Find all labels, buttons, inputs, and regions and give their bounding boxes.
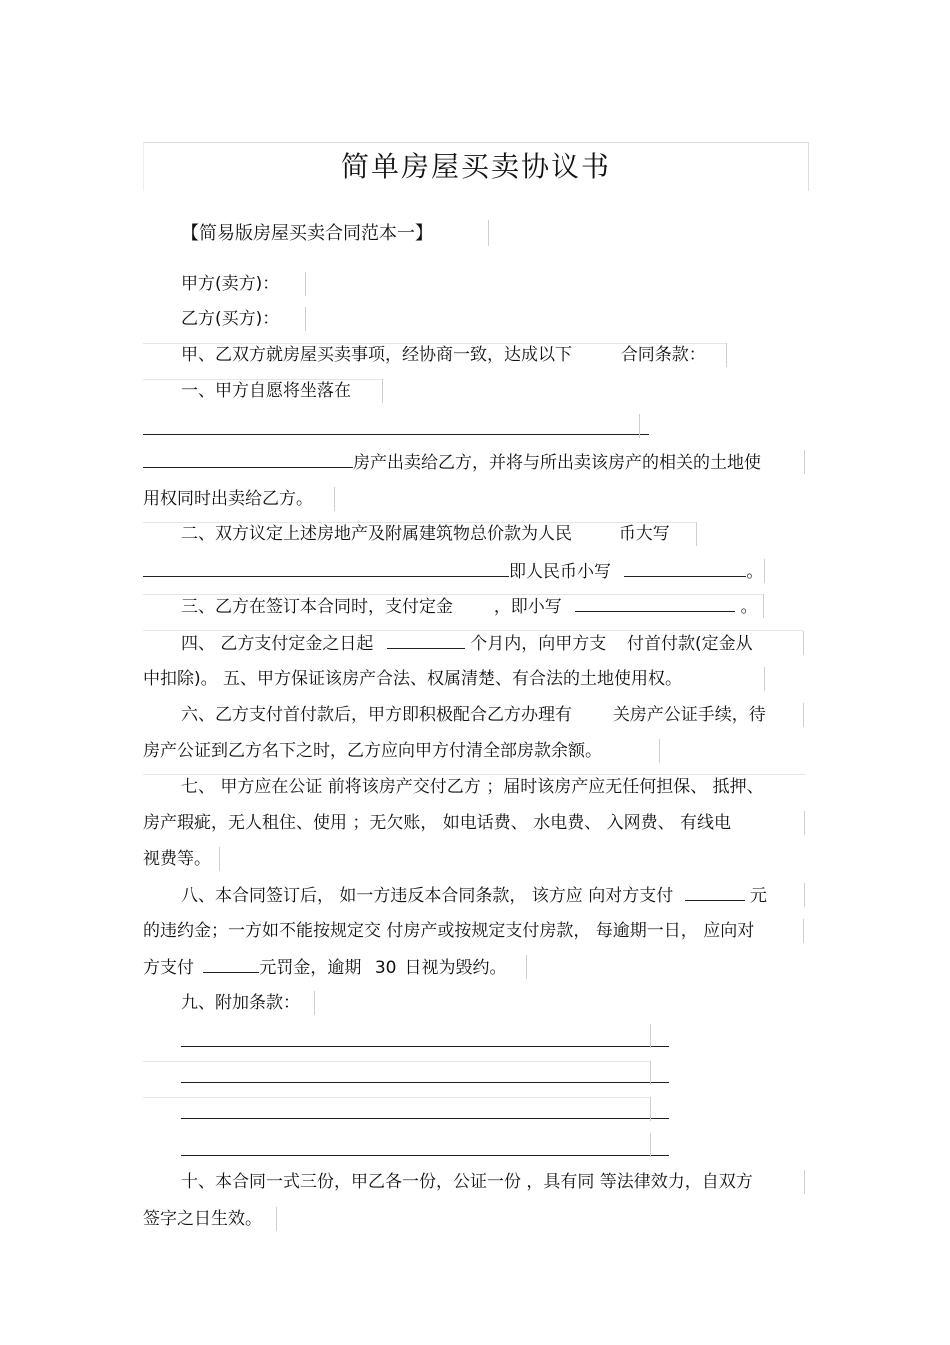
clause-text: 三、乙方在签订本合同时，支付定金 (181, 597, 453, 617)
divider (650, 1133, 651, 1157)
divider (526, 955, 527, 979)
document-title: 简单房屋买卖协议书 (143, 142, 809, 191)
clause-text: 个月内，向甲方支 (470, 634, 607, 654)
divider (219, 847, 220, 871)
clause-1-line (143, 450, 761, 475)
additional-terms-blank (181, 1118, 669, 1119)
clause-text: 日视为毁约。 (404, 958, 507, 978)
punctuation: 。 (746, 562, 764, 582)
divider (804, 883, 805, 907)
clause-4-5-line: 中扣除)。 五、甲方保证该房产合法、权属清楚、有合法的土地使用权。 (143, 669, 683, 689)
divider (650, 1097, 651, 1121)
clause-7-line: 房产瑕疵，无人租住、使用 ；无欠账， 如电话费、 水电费、 入网费、 有线电 (143, 813, 732, 833)
intro-line (181, 343, 706, 367)
additional-terms-blank (181, 1046, 669, 1047)
clause-text: 元罚金，逾期 (259, 958, 362, 978)
penalty-blank (685, 883, 745, 901)
divider (804, 1170, 805, 1194)
clause-1-head: 一、甲方自愿将坐落在 (181, 381, 351, 401)
clause-2-amount-line (143, 559, 763, 584)
clause-8-end (143, 955, 506, 980)
amount-words-blank (143, 559, 509, 577)
clause-text: 即人民币小写 (509, 562, 611, 582)
clause-text: 付首付款(定金从 (627, 634, 753, 654)
punctuation: 。 (740, 597, 758, 617)
additional-terms-blank (181, 1082, 669, 1083)
clause-2-line (181, 522, 670, 546)
clause-4-line (181, 631, 753, 656)
clause-10-line: 十、本合同一式三份，甲乙各一份，公证一份 ，具有同 等法律效力，自双方 (181, 1172, 753, 1192)
party-b-label: 乙方(买方)： (181, 309, 280, 329)
clause-8-line: 的违约金；一方如不能按规定交 付房产或按规定支付房款， 每逾期一日， 应向对 (143, 921, 755, 941)
divider (305, 307, 306, 331)
clause-7-end: 视费等。 (143, 849, 211, 869)
clause-7-line: 七、 甲方应在公证 前将该房产交付乙方 ；届时该房产应无任何担保、 抵押、 (181, 777, 764, 797)
amount-figures-blank (624, 559, 746, 577)
clause-text: 币大写 (618, 524, 670, 544)
divider (639, 414, 640, 438)
months-blank (387, 631, 465, 649)
divider (143, 1061, 650, 1062)
deposit-blank (575, 594, 735, 612)
clause-6-line (181, 703, 766, 727)
divider (659, 739, 660, 763)
clause-text: 关房产公证手续，待 (612, 705, 766, 725)
clause-9-head: 九、附加条款： (181, 993, 300, 1013)
divider (650, 1061, 651, 1085)
divider (804, 811, 805, 835)
divider (726, 343, 727, 367)
party-a-label: 甲方(卖方)： (181, 274, 280, 294)
clause-6-end: 房产公证到乙方名下之时，乙方应向甲方付清全部房款余额。 (143, 741, 602, 761)
clause-text: 八、本合同签订后， 如一方违反本合同条款， 该方应 向对方支付 (181, 886, 674, 906)
divider (382, 379, 383, 403)
divider (650, 1024, 651, 1048)
clause-text: ，即小写 (493, 597, 562, 617)
additional-terms-blank (181, 1155, 669, 1156)
divider (276, 1207, 277, 1231)
divider (305, 272, 306, 296)
divider (763, 594, 764, 618)
clause-text: 方支付 (143, 958, 194, 978)
divider (143, 1097, 650, 1098)
clause-10-end: 签字之日生效。 (143, 1209, 262, 1229)
location-blank (143, 434, 649, 435)
divider (334, 487, 335, 511)
clause-8-line (181, 883, 767, 908)
clause-text: 六、乙方支付首付款后，甲方即积极配合乙方办理有 (181, 705, 572, 725)
clause-1-end: 用权同时出卖给乙方。 (143, 489, 313, 509)
divider (804, 450, 805, 474)
divider (696, 522, 697, 546)
clause-text: 房产出卖给乙方，并将与所出卖该房产的相关的土地使 (353, 453, 761, 473)
divider (314, 991, 315, 1015)
location-blank (143, 450, 353, 468)
divider (803, 703, 804, 727)
fine-blank (203, 955, 259, 973)
divider (764, 559, 765, 583)
clause-3-line (181, 594, 758, 619)
intro-text: 甲、乙双方就房屋买卖事项，经协商一致，达成以下 (181, 345, 572, 365)
clause-text: 元 (750, 886, 768, 906)
divider (803, 631, 804, 655)
divider (803, 919, 804, 943)
contract-subtitle: 【简易版房屋买卖合同范本一】 (181, 223, 433, 244)
divider (488, 220, 489, 246)
clause-text: 四、 乙方支付定金之日起 (181, 634, 374, 654)
days-value: 30 (374, 958, 397, 978)
intro-text: 合同条款： (620, 345, 706, 365)
divider (764, 667, 765, 691)
clause-text: 二、双方议定上述房地产及附属建筑物总价款为人民 (181, 524, 572, 544)
